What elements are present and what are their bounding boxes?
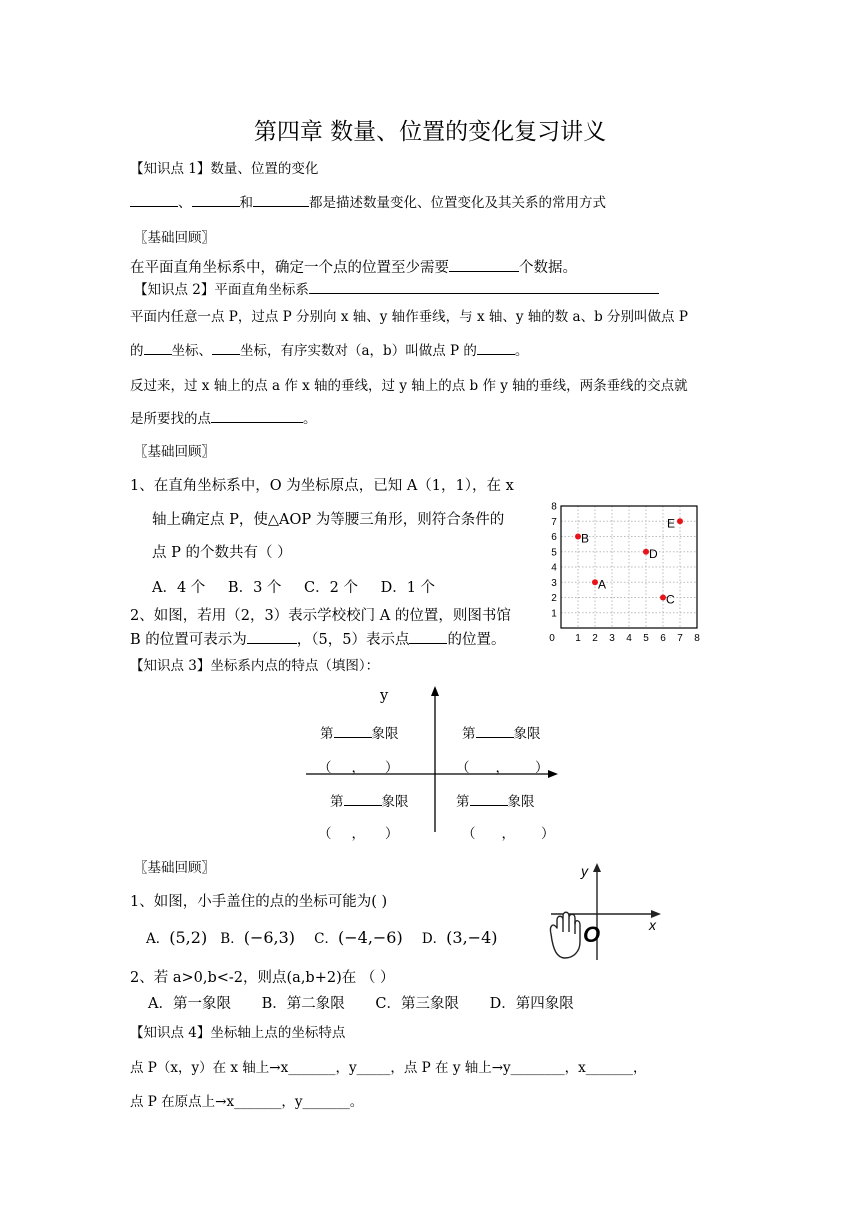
option-b[interactable]: B．3 个 — [227, 580, 282, 596]
hand-question-options — [146, 927, 498, 947]
quadrant-2-label — [320, 722, 399, 742]
x-tick-label: 8 — [694, 633, 700, 644]
option-d[interactable] — [422, 928, 498, 947]
x-tick-label: 7 — [677, 633, 683, 644]
text: ，（5，5）表示点 — [296, 632, 410, 648]
x-tick-label: 0 — [549, 633, 555, 644]
text: B． — [220, 931, 244, 947]
text: 第 — [456, 794, 470, 810]
text: (−6,3) — [243, 928, 296, 947]
kp4-line1: 点 P（x，y）在 x 轴上→x_______，y_____，点 P 在 y 轴上→y________，x_______， — [130, 1060, 647, 1076]
text: 象限 — [513, 726, 541, 742]
q1-line3: 点 P 的个数共有（ ） — [152, 545, 292, 561]
text: A． — [146, 931, 170, 947]
quadrant-4-label — [456, 790, 535, 810]
text: D． — [421, 931, 447, 947]
review-label: 〖基础回顾〗 — [134, 444, 215, 460]
blank[interactable] — [409, 629, 447, 644]
text: (3,−4) — [446, 928, 498, 947]
y-tick-label: 2 — [551, 593, 557, 604]
hand-x-label: x — [649, 917, 656, 933]
option-a[interactable]: A．第一象限 — [148, 996, 231, 1012]
x-tick-label: 4 — [626, 633, 632, 644]
x-tick-label: 5 — [643, 633, 649, 644]
y-tick-label: 8 — [551, 501, 557, 513]
option-b[interactable] — [220, 928, 295, 947]
page-title: 第四章 数量、位置的变化复习讲义 — [253, 119, 607, 145]
point-label-d: D — [649, 546, 658, 561]
kp1-sentence — [130, 191, 606, 211]
text: （ — [456, 760, 470, 776]
kp3-heading: 【知识点 3】坐标系内点的特点（填图）： — [130, 658, 380, 674]
text: 象限 — [371, 726, 399, 742]
text: 。 — [514, 343, 529, 359]
blank[interactable] — [449, 257, 519, 272]
kp2-heading-row — [134, 278, 659, 298]
option-c[interactable]: C．2 个 — [304, 580, 358, 596]
option-b[interactable]: B．第二象限 — [261, 996, 345, 1012]
question-text: 个数据。 — [519, 260, 577, 276]
axis-y-label: y — [380, 688, 389, 704]
text: 坐标，有序实数对（a，b）叫做点 P 的 — [240, 343, 477, 359]
text: ） — [541, 826, 555, 842]
y-tick-label: 6 — [551, 532, 557, 543]
kp2-line2 — [130, 339, 528, 359]
q1-line1: 1、在直角坐标系中，O 为坐标原点，已知 A（1，1），在 x — [130, 478, 514, 494]
text: ） — [535, 760, 549, 776]
hand-figure — [545, 858, 665, 966]
text: 坐标、 — [171, 343, 212, 359]
text: 象限 — [507, 794, 535, 810]
kp1-heading: 【知识点 1】数量、位置的变化 — [130, 161, 319, 177]
kp4-line2: 点 P 在原点上→x_______，y_______。 — [130, 1094, 364, 1110]
y-tick-label: 7 — [551, 516, 557, 528]
text: 第 — [330, 794, 344, 810]
quadrant-4-coords — [462, 822, 555, 842]
kp2-line1: 平面内任意一点 P，过点 P 分别向 x 轴、y 轴作垂线，与 x 轴、y 轴的数 a、b 分别叫做点 P — [130, 309, 688, 325]
text: 象限 — [381, 794, 409, 810]
text: ） — [385, 760, 399, 776]
grid-lines — [561, 506, 697, 628]
option-d[interactable]: D．1 个 — [380, 580, 436, 596]
point-label-c: C — [666, 592, 675, 607]
grid-chart — [545, 498, 705, 648]
point-label-a: A — [598, 577, 607, 592]
text: ， — [351, 760, 365, 776]
text: 第 — [462, 726, 476, 742]
blank[interactable] — [144, 340, 172, 355]
x-tick-label: 2 — [592, 633, 598, 644]
question-text: 在平面直角坐标系中，确定一个点的位置至少需要 — [130, 260, 449, 276]
q2-line1: 2、如图，若用（2，3）表示学校校门 A 的位置，则图书馆 — [130, 608, 511, 624]
option-a[interactable] — [146, 928, 207, 947]
x-tick-label: 1 — [575, 633, 581, 644]
text: C． — [314, 931, 338, 947]
point-label-b: B — [581, 531, 590, 546]
q1-line2: 轴上确定点 P，使△AOP 为等腰三角形，则符合条件的 — [152, 512, 505, 528]
blank[interactable] — [211, 408, 303, 423]
blank[interactable] — [212, 340, 240, 355]
q2-line2 — [130, 628, 505, 649]
option-c[interactable] — [314, 928, 403, 947]
review1-question — [130, 256, 577, 277]
kp2-heading: 【知识点 2】平面直角坐标系 — [134, 282, 309, 298]
blank[interactable] — [470, 791, 508, 806]
separator: 和 — [239, 195, 253, 211]
y-tick-label: 3 — [551, 577, 557, 589]
quadrant-1-label — [462, 722, 541, 742]
option-d[interactable]: D．第四象限 — [489, 996, 574, 1012]
blank[interactable] — [476, 723, 514, 738]
text: 是所要找的点 — [130, 411, 211, 427]
kp2-line4 — [130, 407, 317, 427]
y-tick-label: 1 — [551, 608, 557, 620]
text: 。 — [303, 411, 317, 427]
blank[interactable] — [309, 279, 659, 294]
hand-icon — [550, 912, 580, 958]
blank[interactable] — [477, 340, 515, 355]
grid-points — [575, 516, 683, 606]
text: （ — [318, 826, 332, 842]
text: （ — [318, 760, 332, 776]
text: 的 — [130, 343, 144, 359]
quadrant-3-label — [330, 790, 409, 810]
q2-quadrant-options — [148, 992, 574, 1013]
quadrant-1-coords — [456, 756, 549, 776]
option-c[interactable]: C．第三象限 — [375, 996, 459, 1012]
x-tick-label: 3 — [609, 633, 615, 644]
blank[interactable] — [247, 629, 297, 644]
review-label: 〖基础回顾〗 — [134, 230, 215, 246]
kp1-tail: 都是描述数量变化、位置变化及其关系的常用方式 — [309, 195, 606, 211]
kp2-line3: 反过来，过 x 轴上的点 a 作 x 轴的垂线，过 y 轴上的点 b 作 y 轴的垂线，两条垂线的交点就 — [130, 378, 688, 394]
review-label: 〖基础回顾〗 — [134, 860, 215, 876]
point-e — [677, 518, 683, 524]
quadrant-2-coords — [318, 756, 399, 776]
text: ， — [351, 826, 365, 842]
blank[interactable] — [192, 192, 240, 207]
hand-question: 1、如图，小手盖住的点的坐标可能为( ) — [130, 894, 388, 910]
kp4-heading: 【知识点 4】坐标轴上点的坐标特点 — [130, 1025, 346, 1041]
blank[interactable] — [344, 791, 382, 806]
text: (−4,−6) — [337, 928, 403, 947]
hand-y-label: y — [581, 863, 588, 879]
text: B 的位置可表示为 — [130, 632, 247, 648]
text: 第 — [320, 726, 334, 742]
text: （ — [462, 826, 476, 842]
q2-quadrant: 2、若 a>0,b<-2，则点(a,b+2)在 （ ） — [130, 970, 395, 986]
quadrant-3-coords — [318, 822, 399, 842]
text: ） — [385, 826, 399, 842]
y-axis-arrow — [431, 686, 439, 696]
point-label-e: E — [667, 516, 676, 531]
hand-y-arrow — [593, 863, 601, 872]
hand-origin-label: O — [583, 922, 601, 947]
y-tick-label: 5 — [551, 547, 557, 559]
text: ， — [495, 760, 509, 776]
y-tick-label: 4 — [551, 562, 557, 574]
q1-options — [152, 576, 435, 597]
text: 的位置。 — [447, 632, 506, 648]
separator: 、 — [178, 195, 192, 211]
text: ， — [501, 826, 515, 842]
text: (5,2) — [169, 928, 208, 947]
blank[interactable] — [334, 723, 372, 738]
option-a[interactable]: A．4 个 — [152, 580, 206, 596]
x-tick-label: 6 — [660, 633, 666, 644]
blank[interactable] — [253, 192, 309, 207]
x-axis-arrow — [548, 770, 558, 778]
blank[interactable] — [130, 192, 178, 207]
